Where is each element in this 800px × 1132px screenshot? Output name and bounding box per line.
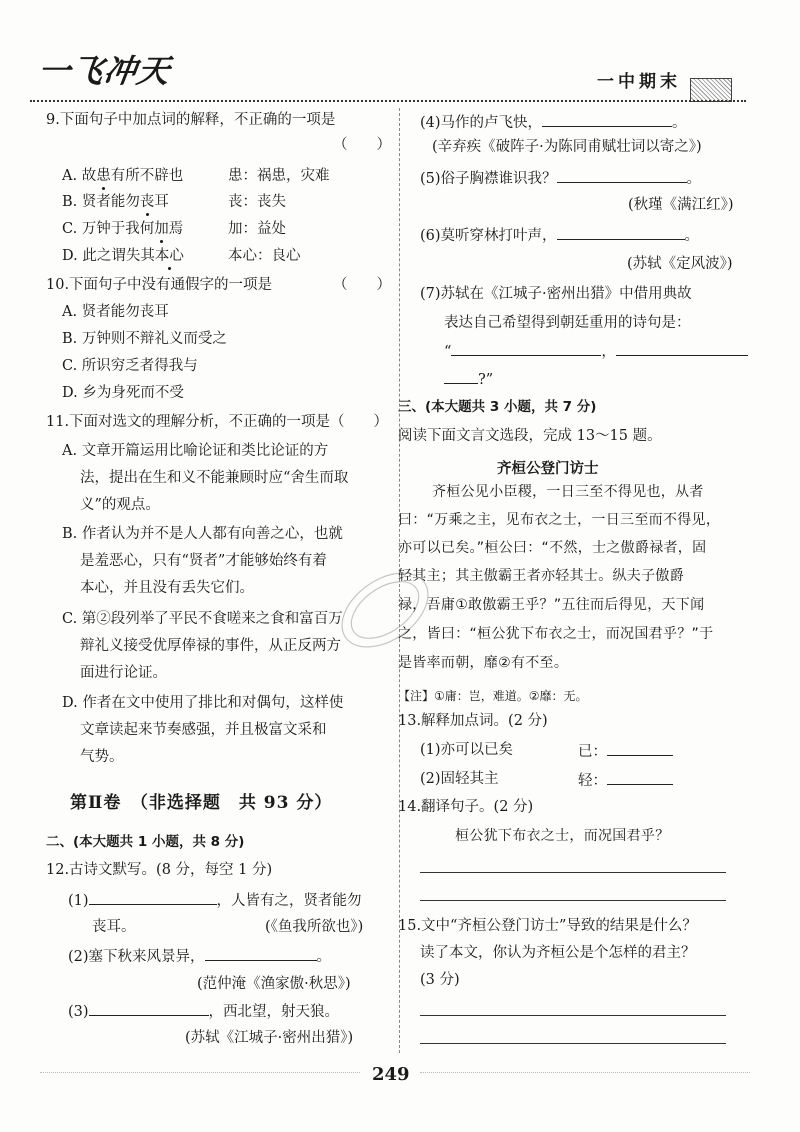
article-line7: 是皆率而朝，靡②有不至。	[398, 655, 569, 671]
q12-blank7a[interactable]	[451, 342, 601, 356]
q9-option-b: B. 贤者能勿丧耳	[62, 194, 169, 210]
q15-line3: (3 分)	[420, 972, 460, 988]
q11-option-c-line2: 辩礼义接受优厚俸禄的事件，从正反两方	[80, 638, 341, 654]
q12-blank7c[interactable]	[444, 370, 478, 384]
header-emblem	[690, 78, 732, 102]
q11-option-b-line1: B. 作者认为并不是人人都有向善之心，也就	[62, 526, 343, 542]
q13-blank1[interactable]	[607, 742, 673, 756]
footer-rule-left	[40, 1072, 360, 1073]
q11-option-b-line3: 本心，并且没有丢失它们。	[80, 580, 254, 596]
q13-item2-key: 轻：	[578, 771, 673, 790]
q12-blank4[interactable]	[542, 113, 672, 127]
q14-stem: 14.翻译句子。(2 分)	[398, 799, 534, 815]
article-title: 齐桓公登门访士	[497, 460, 599, 477]
q12-item1-source: (《鱼我所欲也》)	[265, 919, 364, 935]
q13-item2: (2)固轻其主	[420, 771, 499, 787]
header-divider	[30, 100, 746, 102]
q12-item7-line1: (7)苏轼在《江城子·密州出猎》中借用典故	[420, 286, 692, 302]
article-line6: 之，皆曰：“桓公犹下布衣之士，而况国君乎？”于	[398, 626, 714, 642]
q12-item3: (3) ，西北望，射天狼。	[68, 1004, 340, 1020]
q12-item7-line3: “ ，	[444, 342, 748, 361]
q14-answer-line1[interactable]	[420, 872, 726, 873]
q15-line2: 读了本文，你认为齐桓公是个怎样的君主？	[420, 945, 696, 961]
q12-item6: (6)莫听穿林打叶声， 。	[420, 228, 700, 244]
q11-option-a-line3: 义”的观点。	[80, 497, 160, 513]
q10-option-d: D. 乡为身死而不受	[62, 385, 184, 401]
q12-item2-source: (范仲淹《渔家傲·秋思》)	[197, 976, 351, 992]
q9-option-b-gloss: 丧：丧失	[228, 194, 286, 210]
q11-option-d-line1: D. 作者在文中使用了排比和对偶句，这样使	[62, 695, 344, 711]
part2-title: 第Ⅱ卷 （非选择题 共 93 分）	[70, 793, 333, 813]
q12-blank5[interactable]	[557, 169, 687, 183]
article-line4: 轻其主；其主傲霸王者亦轻其士。纵夫子傲爵	[398, 568, 684, 584]
q13-blank2[interactable]	[607, 771, 673, 785]
q15-answer-line1[interactable]	[420, 1015, 726, 1016]
reading-intro: 阅读下面文言文选段，完成 13～15 题。	[398, 428, 662, 444]
q14-sentence: 桓公犹下布衣之士，而况国君乎？	[455, 828, 670, 844]
q11-option-a-line1: A. 文章开篇运用比喻论证和类比论证的方	[62, 443, 329, 459]
q12-item1-cont: 丧耳。	[92, 919, 136, 935]
q9-option-d-gloss: 本心：良心	[228, 248, 301, 264]
article-line2: 曰：“万乘之主，见布衣之士，一日三至而不得见，	[398, 512, 721, 528]
q13-item1: (1)亦可以已矣	[420, 742, 514, 758]
q10-option-c: C. 所识穷乏者得我与	[62, 358, 198, 374]
article-line3: 亦可以已矣。”桓公曰：“不然，士之傲爵禄者，固	[398, 540, 707, 556]
q9-option-d: D. 此之谓失其本心	[62, 248, 184, 264]
q11-option-b-line2: 是羞恶心，只有“贤者”才能够始终有着	[80, 553, 327, 569]
article-footnote: 【注】①庸：岂，难道。②靡：无。	[398, 689, 588, 703]
q12-item7-line4: ?”	[444, 370, 493, 389]
q12-blank2[interactable]	[205, 947, 317, 961]
series-logo: 一飞冲天	[35, 52, 173, 90]
q9-option-a: A. 故患有所不辟也	[62, 168, 184, 184]
q12-item6-source: (苏轼《定风波》)	[627, 256, 733, 272]
q12-blank7b[interactable]	[616, 342, 748, 356]
q12-item5-source: (秋瑾《满江红》)	[628, 197, 734, 213]
q12-stem: 12.古诗文默写。(8 分，每空 1 分)	[46, 862, 273, 878]
q10-option-b: B. 万钟则不辩礼义而受之	[62, 331, 227, 347]
q12-item2: (2)塞下秋来风景异， 。	[68, 949, 332, 965]
section2-header: 二、(本大题共 1 小题，共 8 分)	[46, 834, 245, 850]
q11-option-c-line1: C. 第②段列举了平民不食嗟来之食和富百万	[62, 611, 343, 627]
q10-option-a: A. 贤者能勿丧耳	[62, 304, 169, 320]
q10-answer-bracket[interactable]: （ ）	[333, 277, 391, 293]
q9-stem: 9.下面句子中加点词的解释，不正确的一项是	[46, 112, 336, 128]
q13-item1-key: 已：	[578, 742, 673, 761]
q9-answer-bracket[interactable]: （ ）	[333, 137, 391, 153]
q12-item4: (4)马作的卢飞快， 。	[420, 115, 687, 131]
q11-option-c-line3: 面进行论证。	[80, 665, 167, 681]
q12-item3-source: (苏轼《江城子·密州出猎》)	[185, 1030, 354, 1046]
footer-rule-right	[420, 1072, 750, 1073]
q9-option-c: C. 万钟于我何加焉	[62, 221, 184, 237]
q12-blank3[interactable]	[89, 1002, 209, 1016]
q12-item5: (5)俗子胸襟谁识我？ 。	[420, 171, 702, 187]
q9-option-a-gloss: 患：祸患，灾难	[228, 168, 330, 184]
article-line5: 禄，吾庸①敢傲霸王乎？”五往而后得见，天下闻	[398, 597, 705, 613]
section3-header: 三、(本大题共 3 小题，共 7 分)	[398, 399, 597, 415]
article-line1: 齐桓公见小臣稷，一日三至不得见也，从者	[432, 484, 704, 500]
q12-item4-source: (辛弃疾《破阵子·为陈同甫赋壮词以寄之》)	[432, 139, 702, 155]
q12-item1: (1) ，人皆有之，贤者能勿	[68, 893, 362, 909]
q15-answer-line2[interactable]	[420, 1043, 726, 1044]
header-title: 一中期末	[597, 72, 681, 92]
q15-line1: 15.文中“齐桓公登门访士”导致的结果是什么？	[398, 918, 697, 934]
q11-stem: 11.下面对选文的理解分析，不正确的一项是（ ）	[46, 414, 389, 430]
q12-item7-line2: 表达自己希望得到朝廷重用的诗句是：	[444, 315, 691, 331]
q12-blank6[interactable]	[557, 226, 685, 240]
q11-option-d-line2: 文章读起来节奏感强，并且极富文采和	[80, 722, 327, 738]
q11-option-a-line2: 法，提出在生和义不能兼顾时应“舍生而取	[80, 470, 349, 486]
q12-blank1[interactable]	[89, 891, 217, 905]
page-number: 249	[372, 1064, 410, 1085]
q9-option-c-gloss: 加：益处	[228, 221, 286, 237]
q11-option-d-line3: 气势。	[80, 749, 124, 765]
q13-stem: 13.解释加点词。(2 分)	[398, 713, 548, 729]
q10-stem: 10.下面句子中没有通假字的一项是	[46, 277, 273, 293]
q14-answer-line2[interactable]	[420, 900, 726, 901]
